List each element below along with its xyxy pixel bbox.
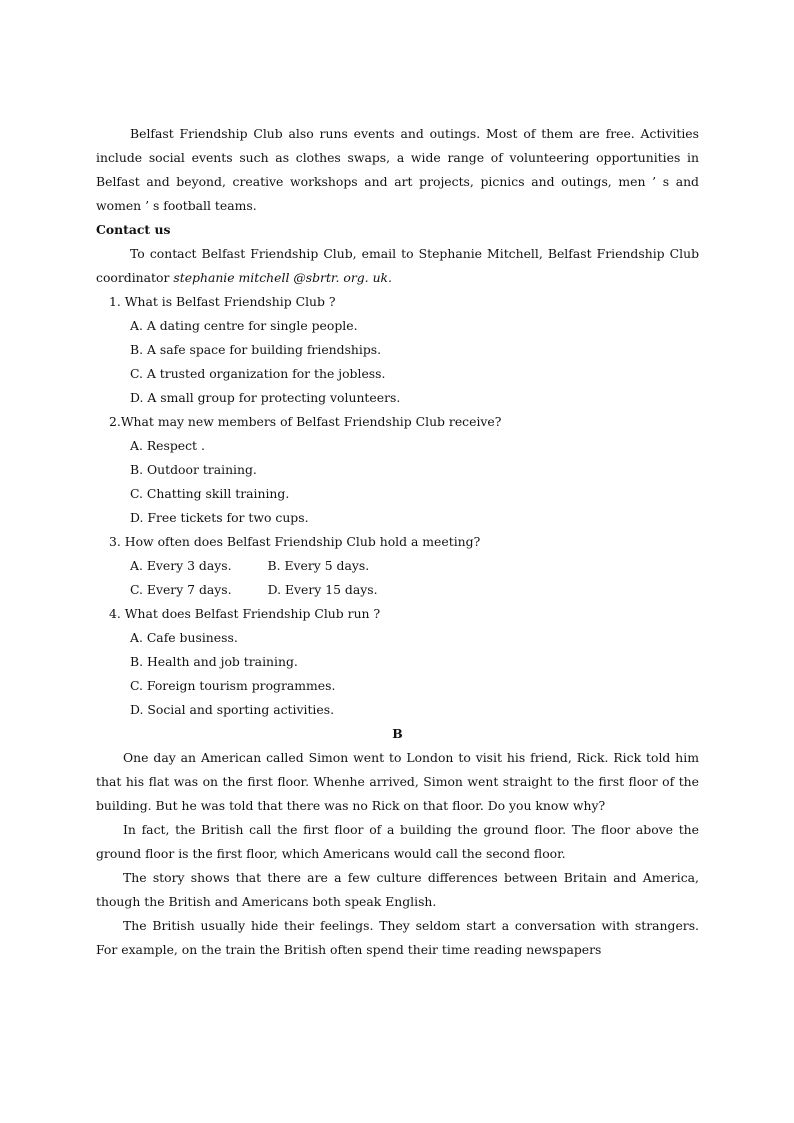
question-3-option-d: D. Every 15 days. bbox=[267, 582, 378, 597]
question-4-option-a: A. Cafe business. bbox=[130, 630, 238, 645]
question-4-option-d: D. Social and sporting activities. bbox=[130, 702, 335, 717]
question-1-option-c: C. A trusted organization for the jobless. bbox=[130, 366, 386, 381]
question-3-option-c: C. Every 7 days. bbox=[130, 582, 232, 597]
contact-heading: Contact us bbox=[96, 222, 171, 237]
question-4-option-b: B. Health and job training. bbox=[130, 654, 298, 669]
document-page bbox=[96, 122, 699, 962]
passage-b-paragraph-4: The British usually hide their feelings. They seldom start a conversation with strangers. For example, on the train the British often spend their time reading newspapers bbox=[96, 918, 699, 957]
passage-b-paragraph-3: The story shows that there are a few culture differences between Britain and America, though the British and Americans both speak English. bbox=[96, 870, 699, 909]
question-2: 2.What may new members of Belfast Friendship Club receive? bbox=[109, 414, 502, 429]
question-1-option-a: A. A dating centre for single people. bbox=[130, 318, 358, 333]
question-2-option-a: A. Respect . bbox=[130, 438, 205, 453]
passage-b-paragraph-2: In fact, the British call the first floor of a building the ground floor. The floor above the ground floor is the first floor, which Americans would call the second floor. bbox=[96, 822, 699, 861]
question-1-option-b: B. A safe space for building friendships. bbox=[130, 342, 382, 357]
question-1: 1. What is Belfast Friendship Club ? bbox=[109, 294, 336, 309]
question-1-option-d: D. A small group for protecting volunteers. bbox=[130, 390, 401, 405]
question-4: 4. What does Belfast Friendship Club run ? bbox=[109, 606, 381, 621]
section-b-heading: B bbox=[392, 726, 403, 741]
question-2-option-b: B. Outdoor training. bbox=[130, 462, 257, 477]
paragraph-contact bbox=[96, 242, 699, 290]
question-2-option-c: C. Chatting skill training. bbox=[130, 486, 290, 501]
contact-text: To contact Belfast Friendship Club, email to Stephanie Mitchell, Belfast Friendship Club coordinator bbox=[96, 246, 699, 285]
question-3-option-a: A. Every 3 days. bbox=[130, 558, 232, 573]
question-3-option-b: B. Every 5 days. bbox=[267, 558, 370, 573]
question-2-option-d: D. Free tickets for two cups. bbox=[130, 510, 309, 525]
question-4-option-c: C. Foreign tourism programmes. bbox=[130, 678, 336, 693]
question-3-options-row-2 bbox=[96, 578, 699, 602]
passage-b-paragraph-1: One day an American called Simon went to London to visit his friend, Rick. Rick told him that his flat was on the first floor. Whenhe arrived, Simon went straight to the first floor of the building. But he was told that there was no Rick on that floor. Do you know why? bbox=[96, 750, 699, 813]
contact-email: stephanie mitchell @sbrtr. org. uk. bbox=[173, 270, 392, 285]
question-3-options-row-1 bbox=[96, 554, 699, 578]
paragraph-events: Belfast Friendship Club also runs events and outings. Most of them are free. Activities include social events such as clothes swaps, a wide range of volunteering opportunities in Belfast and beyond, creative workshops and art projects, picnics and outings, men ’ s and women ’ s football teams. bbox=[96, 126, 699, 213]
question-3: 3. How often does Belfast Friendship Club hold a meeting? bbox=[109, 534, 481, 549]
